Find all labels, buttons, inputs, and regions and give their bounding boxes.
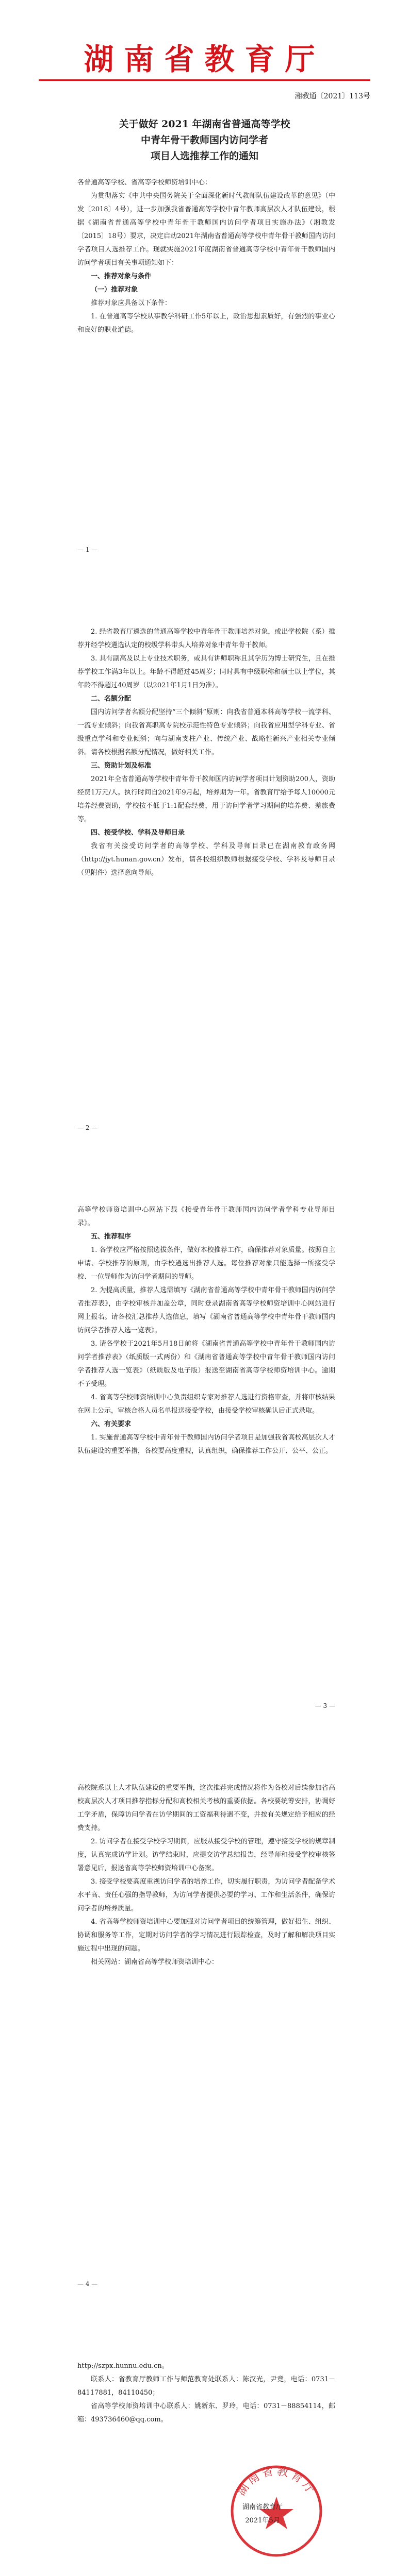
- document-title: [0, 116, 409, 164]
- page-4: [0, 1734, 409, 2312]
- requirement-2-paragraph: 2. 访问学者在接受学校学习期间，应服从接受学校的管理，遵守接受学校的规章制度，认真完成访学计划。访学结束时，应提交访学总结报告，经导师和接受学校审核签署意见后，报送省高等学校师资培训中心备案。: [77, 1838, 335, 1872]
- page-number: — 1 —: [77, 546, 98, 553]
- related-website-line: 相关网站：湖南省高等学校师资培训中心：: [91, 1958, 219, 1966]
- page-2: [0, 578, 409, 1156]
- title-line-1: 关于做好 2021 年湖南省普通高等学校: [119, 118, 290, 130]
- signature-block: [242, 2501, 283, 2528]
- salutation: 各普通高等学校、省高等学校师资培训中心：: [77, 179, 212, 187]
- intro-paragraph: 为贯彻落实《中共中央国务院关于全面深化新时代教师队伍建设改革的意见》（中发〔2018〕4号），进一步加强我省普通高等学校中青年教师高层次人才队伍建设，根据《湖南省普通高等学校中青年骨干教师国内访问学者项目实施办法》（湘教发〔2015〕18号）要求，决定启动2021年湖南省普通高等学校中青年骨干教师国内访问学者项目人选推荐工作。现就实施2021年度湖南省普通高等学校中青年骨干教师国内访问学者项目有关事项通知如下：: [77, 192, 335, 267]
- requirement-3-paragraph: 3. 接受学校要高度重视访问学者的培养工作，切实履行职责，为访问学者配备学术水平高、责任心强的指导教师，为访问学者提供必要的学习、工作和生活条件，确保访问学者的培养质量。: [77, 1878, 335, 1912]
- page-3-body: [77, 1204, 335, 1458]
- page-5-body: [77, 2360, 335, 2427]
- page-4-body: [77, 1782, 335, 1969]
- section-3-paragraph: 2021年全省普通高等学校中青年骨干教师国内访问学者项目计划资助200人，资助经费1万元/人。执行时间自2021年9月起，培养期为一年。省教育厅给予每人10000元培养经费资助，学校按不低于1:1配套经费，用于访问学者学习期间的培养费、差旅费等。: [77, 775, 335, 823]
- section-4-heading: 四、接受学校、学科及导师目录: [91, 829, 185, 837]
- requirement-1-continued: 高校院系以上人才队伍建设的重要举措，这次推荐完成情况将作为各校对后续参加省高校高层次人才项目推荐指标分配和高校相关考核的重要依据。各校要统筹安排，协调好工学矛盾，保障访问学者在访学期间的工资福利待遇不变，并按有关规定给予相应的经费支持。: [77, 1784, 335, 1832]
- section-1-paragraph-2: 1. 在普通高等学校从事教学科研工作5年以上，政治思想素质好，有强烈的事业心和良好的职业道德。: [77, 313, 335, 334]
- page-number: — 2 —: [77, 1124, 98, 1131]
- masthead-red-rule: [39, 79, 370, 81]
- signature-date: 2021年5月: [245, 2517, 280, 2524]
- section-2-paragraph: 国内访问学者名额分配坚持“三个倾斜”原则：向我省普通本科高等学校一流学科、一流专业倾斜；向我省高职高专院校示范性特色专业倾斜；向我省应用型学科专业、省级重点学科和专业倾斜；向与湖南支柱产业、传统产业、战略性新兴产业相关专业倾斜。请各校根据名额分配情况，做好相关工作。: [77, 708, 335, 756]
- requirement-4-paragraph: 4. 省高等学校师资培训中心要加强对访问学者项目的统筹管理，做好招生、组织、协调和服务等工作，定期对访问学者的学习情况进行跟踪检查，及时了解和解决项目实施过程中出现的问题。: [77, 1918, 335, 1953]
- page-3: [0, 1156, 409, 1734]
- title-line-2: 中青年骨干教师国内访问学者: [140, 134, 268, 146]
- section-5-heading: 五、推荐程序: [91, 1233, 132, 1241]
- section-5-paragraph-1: 1. 各学校应严格按照选拔条件，做好本校推荐工作，确保推荐对象质量。按照自主申请、学校推荐的原则，由学校遴选出推荐人选。每位推荐对象只能选择一所接受学校、一位导师作为访问学者期间的导师。: [77, 1246, 335, 1281]
- issuer-masthead: 湖南省教育厅: [84, 42, 325, 77]
- section-3-heading: 三、资助计划及标准: [91, 762, 152, 770]
- section-4-paragraph: 我省有关接受访问学者的高等学校、学科及导师目录已在湖南教育政务网（http://jyt.hunan.gov.cn）发布，请各校组织教师根据接受学校、学科及导师目录（见附件）选择意向导师。: [77, 842, 335, 877]
- section-5-paragraph-2: 2. 为提高质量，推荐人选需填写《湖南省普通高等学校中青年骨干教师国内访问学者推荐表》，由学校审核并加盖公章，同时登录湖南省高等学校师资培训中心网站进行网上报名。请各校汇总推荐人选信息，填写《湖南省普通高等学校中青年骨干教师国内访问学者推荐人选一览表》。: [77, 1286, 335, 1334]
- condition-2-paragraph: 2. 经省教育厅遴选的普通高等学校中青年骨干教师培养对象，或出学校院（系）推荐并经学校遴选认定的校级学科带头人培养对象中青年骨干教师。: [77, 628, 335, 649]
- section-5-paragraph-4: 4. 省高等学校师资培训中心负责组织专家对推荐人选进行资格审查，并将审核结果在网上公示，审核合格人员名单报送接受学校，由接受学校审核确认后正式录取。: [77, 1394, 335, 1415]
- contact-education-dept: 联系人：省教育厅教师工作与师范教育处联系人：陈汉光，尹竟，电话：0731－84117881，84110450；: [77, 2376, 335, 2397]
- page-5: [0, 2312, 409, 2576]
- page-number: — 4 —: [77, 2280, 98, 2287]
- section-1-heading: 一、推荐对象与条件: [91, 273, 152, 280]
- page-1-body: [77, 176, 335, 337]
- section-2-heading: 二、名额分配: [91, 695, 132, 703]
- condition-3-paragraph: 3. 具有副高及以上专业技术职务，或具有讲师职称且其学历为博士研究生，且在推荐学校工作满3年以上。年龄不得超过45周岁；同时具有中级职称和硕士以上学位，其年龄不得超过40周岁（以2021年1月1日为准）。: [77, 655, 335, 689]
- page-number: — 3 —: [315, 1702, 335, 1709]
- section-6-heading: 六、有关要求: [91, 1420, 132, 1428]
- document-number: 湘教通〔2021〕113号: [295, 92, 370, 100]
- section-1-subheading: （一）推荐对象: [91, 286, 138, 294]
- section-6-paragraph: 1. 实施普通高等学校中青年骨干教师国内访问学者项目是加强我省高校高层次人才队伍建设的重要举措，各校要高度重视，认真组织，确保推荐工作公开、公平、公正。: [77, 1434, 335, 1455]
- website-url[interactable]: http://szpx.hunnu.edu.cn。: [77, 2362, 169, 2370]
- signature-organization: 湖南省教育厅: [242, 2503, 283, 2511]
- page-1: [0, 0, 409, 578]
- svg-text:湖南省教育厅: 湖南省教育厅: [235, 2465, 318, 2498]
- title-line-3: 项目人选推荐工作的通知: [150, 150, 258, 162]
- contact-training-center: 省高等学校师资培训中心联系人：姚新东、罗玲，电话：0731－88854114，邮箱：493736460@qq.com。: [77, 2402, 335, 2424]
- catalog-download-paragraph: 高等学校师资培训中心网站下载《接受青年骨干教师国内访问学者学科专业导师目录》。: [77, 1206, 335, 1227]
- page-2-body: [77, 625, 335, 880]
- section-1-paragraph-1: 推荐对象应具备以下条件：: [91, 299, 172, 307]
- section-5-paragraph-3: 3. 请各学校于2021年5月18日前将《湖南省普通高等学校中青年骨干教师国内访问学者推荐表》（纸质版一式两份）和《湖南省普通高等学校中青年骨干教师国内访问学者推荐人选一览表》（纸质版及电子版）报送至湖南省高等学校师资培训中心。逾期不予受理。: [77, 1340, 335, 1388]
